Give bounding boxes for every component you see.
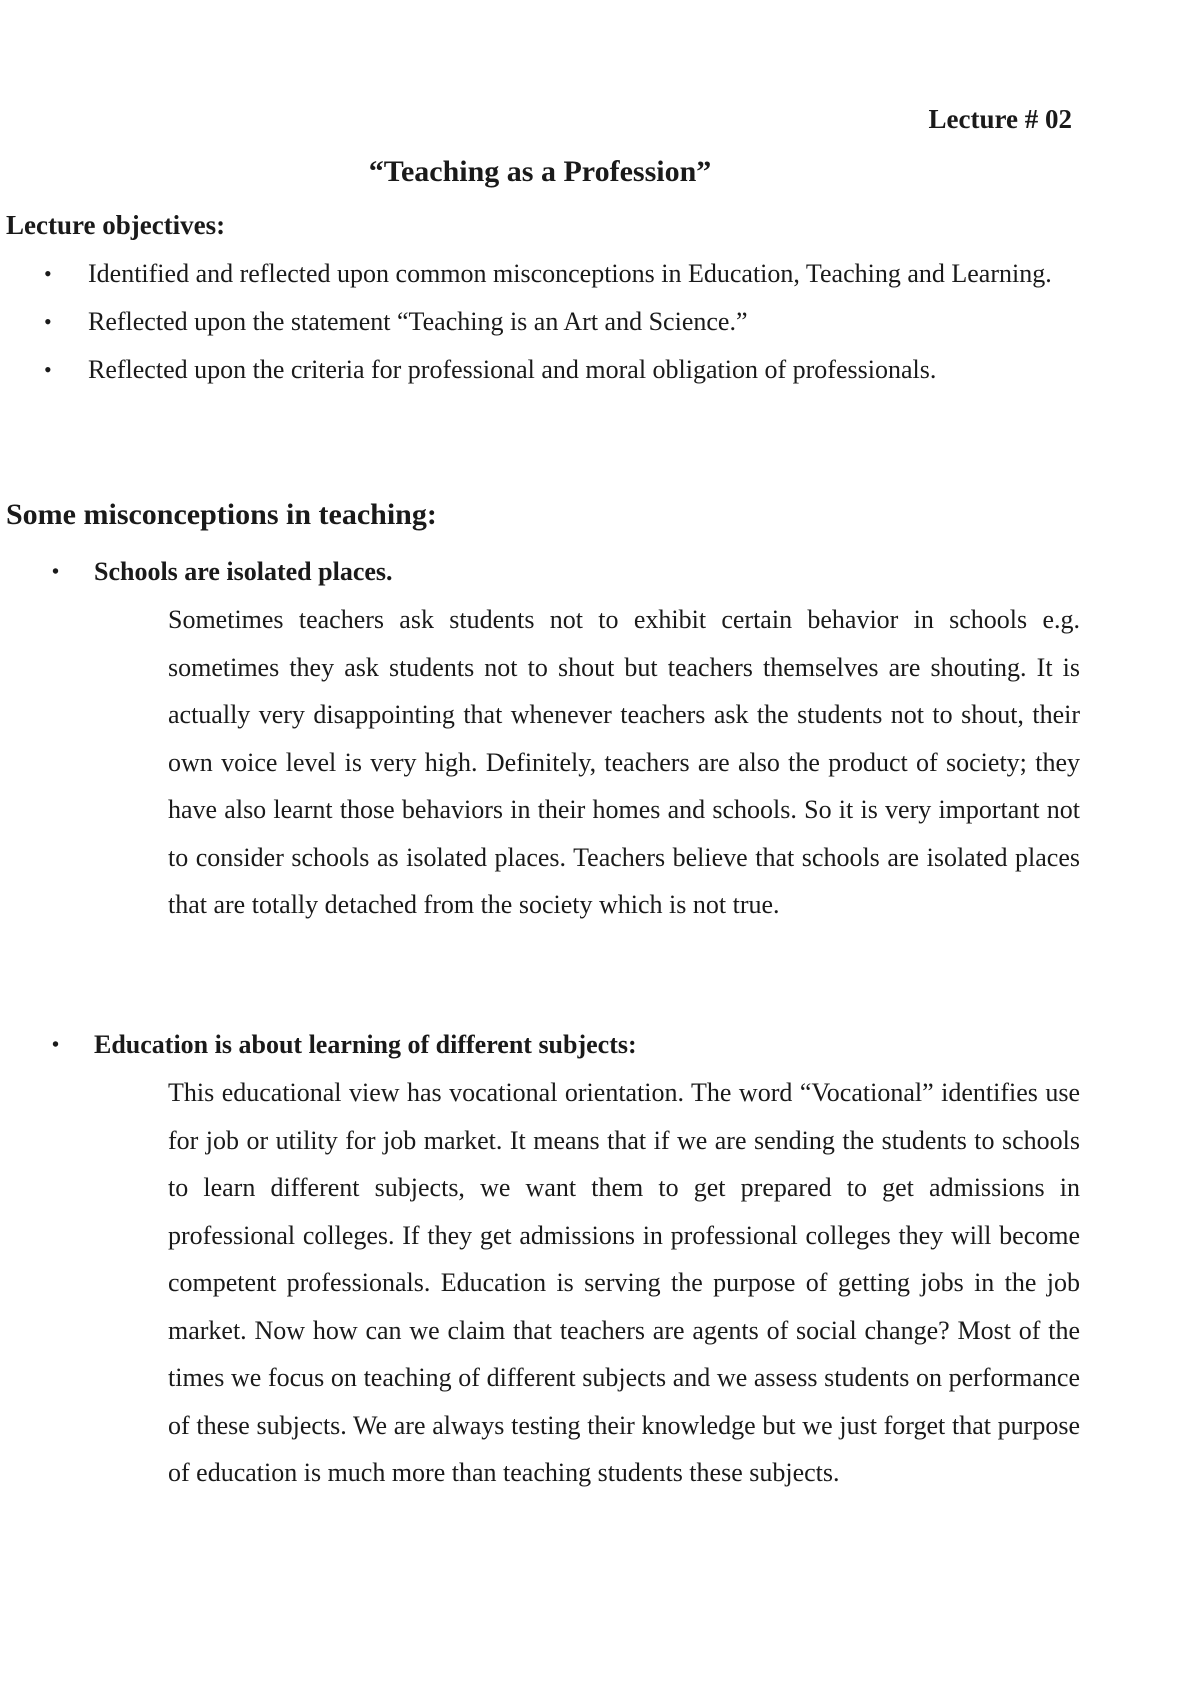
misconception-title-text: Education is about learning of different subjects: <box>94 1030 637 1059</box>
objective-item <box>0 346 1080 394</box>
misconception-item <box>0 1025 1080 1497</box>
bullet-icon: • <box>52 561 60 583</box>
objective-item <box>0 250 1080 298</box>
bullet-icon: • <box>44 357 52 382</box>
lecture-number: Lecture # 02 <box>928 104 1072 134</box>
misconception-title <box>0 1025 1080 1065</box>
bullet-icon: • <box>44 261 52 286</box>
page-title: “Teaching as a Profession” <box>368 155 712 188</box>
objective-text: Reflected upon the statement “Teaching is an Art and Science.” <box>88 307 748 336</box>
misconception-title-text: Schools are isolated places. <box>94 557 393 586</box>
misconception-body: This educational view has vocational orientation. The word “Vocational” identifies use for job or utility for job market. It means that if we are sending the students to schools to learn different subjects, we want them to get prepared to get admissions in professional colleges. If they get admissions in professional colleges they will become competent professionals. Education is serving the purpose of getting jobs in the job market. Now how can we claim that teachers are agents of social change? Most of the times we focus on teaching of different subjects and we assess students on performance of these subjects. We are always testing their knowledge but we just forget that purpose of education is much more than teaching students these subjects. <box>168 1078 1080 1487</box>
misconception-title <box>0 552 1080 592</box>
objectives-list <box>0 250 1080 394</box>
objectives-heading: Lecture objectives: <box>6 210 226 240</box>
misconception-item <box>0 552 1080 929</box>
misconception-body: Sometimes teachers ask students not to exhibit certain behavior in schools e.g. sometimes they ask students not to shout but teachers themselves are shouting. It is actually very disappointing that whenever teachers ask the students not to shout, their own voice level is very high. Definitely, teachers are also the product of society; they have also learnt those behaviors in their homes and schools. So it is very important not to consider schools as isolated places. Teachers believe that schools are isolated places that are totally detached from the society which is not true. <box>168 605 1080 919</box>
objective-text: Reflected upon the criteria for professional and moral obligation of professionals. <box>88 355 937 384</box>
misconceptions-heading: Some misconceptions in teaching: <box>6 498 437 531</box>
objective-item <box>0 298 1080 346</box>
objective-text: Identified and reflected upon common misconceptions in Education, Teaching and Learning. <box>88 259 1052 288</box>
bullet-icon: • <box>44 309 52 334</box>
bullet-icon: • <box>52 1034 60 1056</box>
